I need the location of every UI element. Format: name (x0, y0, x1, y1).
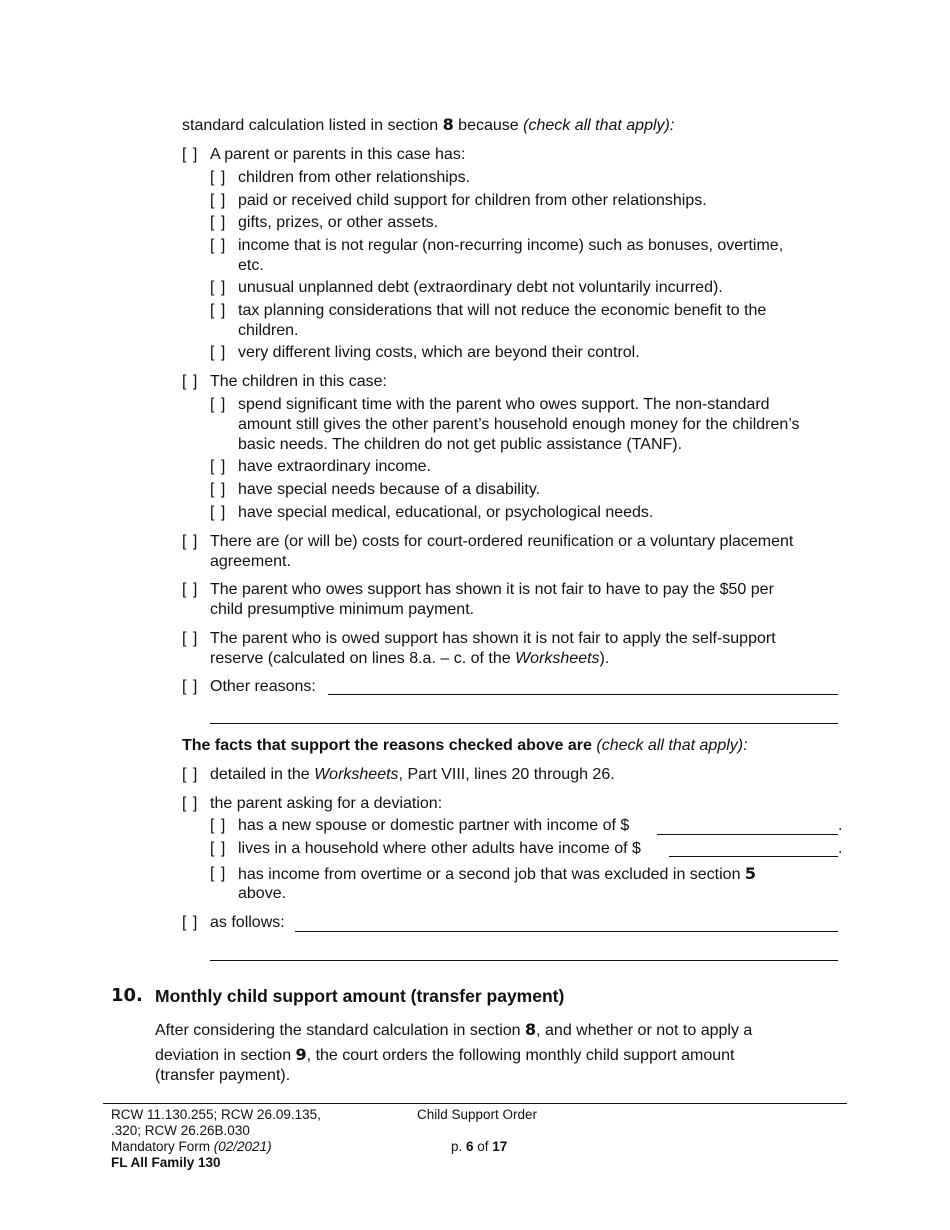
checkbox-self-support-reserve[interactable]: [ ] (182, 630, 199, 647)
checkbox-extraordinary-income[interactable]: [ ] (210, 458, 227, 475)
option-text: income that is not regular (non-recurring income) such as bonuses, overtime, (238, 237, 784, 254)
option-text: the parent asking for a deviation: (210, 795, 443, 812)
option-text: children from other relationships. (238, 169, 471, 186)
checkbox-special-needs[interactable]: [ ] (210, 504, 227, 521)
option-text: have special needs because of a disability. (238, 481, 541, 498)
option-text: spend significant time with the parent who owes support. The non-standard (238, 396, 770, 413)
option-text: unusual unplanned debt (extraordinary debt not voluntarily incurred). (238, 279, 723, 296)
option-text: detailed in the Worksheets, Part VIII, lines 20 through 26. (210, 766, 615, 783)
section-number: 10. (111, 985, 143, 1006)
footer-doc-title: Child Support Order (417, 1107, 538, 1122)
option-text-cont: basic needs. The children do not get public assistance (TANF). (238, 436, 683, 453)
section10-para-line2: deviation in section 9, the court orders the following monthly child support amount (155, 1045, 735, 1064)
option-text: gifts, prizes, or other assets. (238, 214, 439, 231)
footer-page-number: p. 6 of 17 (451, 1139, 508, 1154)
footer-mandatory-form: Mandatory Form (02/2021) (111, 1139, 272, 1154)
checkbox-reunification[interactable]: [ ] (182, 533, 199, 550)
checkbox-extraordinary-debt[interactable]: [ ] (210, 279, 227, 296)
period: . (838, 840, 843, 857)
option-text-cont: etc. (238, 257, 264, 274)
checkbox-other-reasons[interactable]: [ ] (182, 678, 199, 695)
checkbox-as-follows[interactable]: [ ] (182, 914, 199, 931)
option-text: There are (or will be) costs for court-ordered reunification or a voluntary placement (210, 533, 794, 550)
checkbox-overtime-income[interactable]: [ ] (210, 865, 227, 882)
checkbox-nonrecurring-income[interactable]: [ ] (210, 237, 227, 254)
option-text-cont: above. (238, 885, 287, 902)
checkbox-parent-asking-deviation[interactable]: [ ] (182, 795, 199, 812)
section10-para-line1: After considering the standard calculation in section 8, and whether or not to apply a (155, 1020, 753, 1039)
section10-para-line3: (transfer payment). (155, 1067, 291, 1084)
as-follows-input-line-2[interactable] (210, 960, 838, 961)
checkbox-household-adults[interactable]: [ ] (210, 840, 227, 857)
checkbox-minimum-payment[interactable]: [ ] (182, 581, 199, 598)
checkbox-tax-planning[interactable]: [ ] (210, 302, 227, 319)
as-follows-input-line-1[interactable] (295, 931, 838, 932)
checkbox-significant-time[interactable]: [ ] (210, 396, 227, 413)
checkbox-new-spouse[interactable]: [ ] (210, 817, 227, 834)
group-a-label: A parent or parents in this case has: (210, 146, 466, 163)
option-text: has a new spouse or domestic partner with income of $ (238, 817, 630, 834)
option-text: very different living costs, which are beyond their control. (238, 344, 640, 361)
as-follows-label: as follows: (210, 914, 285, 931)
option-text: paid or received child support for children from other relationships. (238, 192, 707, 209)
footer-form-id: FL All Family 130 (111, 1155, 221, 1170)
option-text: have special medical, educational, or psychological needs. (238, 504, 654, 521)
option-text-cont: agreement. (210, 553, 291, 570)
period: . (838, 817, 843, 834)
checkbox-disability[interactable]: [ ] (210, 481, 227, 498)
checkbox-parent-has[interactable]: [ ] (182, 146, 199, 163)
intro-text: standard calculation listed in section 8 because (check all that apply): (182, 115, 675, 134)
checkbox-children-in-case[interactable]: [ ] (182, 373, 199, 390)
footer-rcw-2: .320; RCW 26.26B.030 (111, 1123, 250, 1138)
facts-heading: The facts that support the reasons checked above are (check all that apply): (182, 737, 748, 754)
option-text: have extraordinary income. (238, 458, 431, 475)
option-text-cont: child presumptive minimum payment. (210, 601, 475, 618)
checkbox-living-costs[interactable]: [ ] (210, 344, 227, 361)
option-text: lives in a household where other adults have income of $ (238, 840, 641, 857)
footer-divider (103, 1103, 847, 1104)
checkbox-detailed-in-worksheets[interactable]: [ ] (182, 766, 199, 783)
other-reasons-input-line-2[interactable] (210, 723, 838, 724)
option-text-cont: children. (238, 322, 299, 339)
option-text: The parent who is owed support has shown it is not fair to apply the self-support (210, 630, 776, 647)
other-reasons-label: Other reasons: (210, 678, 316, 695)
footer-rcw-1: RCW 11.130.255; RCW 26.09.135, (111, 1107, 321, 1122)
spouse-income-input[interactable] (657, 834, 838, 835)
option-text-cont: reserve (calculated on lines 8.a. – c. of the Worksheets). (210, 650, 610, 667)
checkbox-children-other-relationships[interactable]: [ ] (210, 169, 227, 186)
option-text: tax planning considerations that will not reduce the economic benefit to the (238, 302, 767, 319)
option-text: The parent who owes support has shown it is not fair to have to pay the $50 per (210, 581, 774, 598)
checkbox-paid-received-support[interactable]: [ ] (210, 192, 227, 209)
group-b-label: The children in this case: (210, 373, 387, 390)
other-reasons-input-line-1[interactable] (328, 694, 838, 695)
option-text-cont: amount still gives the other parent’s household enough money for the children’s (238, 416, 800, 433)
section-title: Monthly child support amount (transfer payment) (155, 986, 565, 1006)
checkbox-gifts-prizes[interactable]: [ ] (210, 214, 227, 231)
option-text: has income from overtime or a second job that was excluded in section 5 (238, 864, 757, 883)
household-income-input[interactable] (669, 856, 838, 857)
